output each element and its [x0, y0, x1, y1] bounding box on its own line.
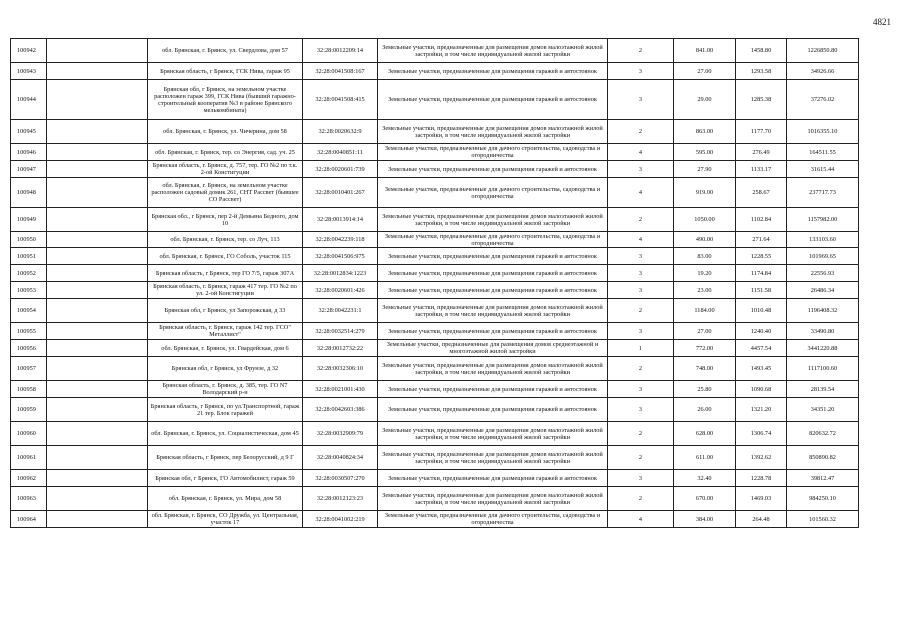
land-use-cell: Земельные участки, предназначенные для размещения гаражей и автостоянок [378, 265, 608, 282]
table-row [11, 323, 859, 340]
cadastral-number-cell: 32:28:0010401:267 [303, 178, 378, 208]
address-cell: обл. Брянская, г. Брянск, СО Дружба, ул. Центральная, участок 17 [148, 511, 303, 528]
cadastral-value-table [10, 38, 859, 528]
address-cell: Брянская область, г Брянск, по ул.Транспортной, гараж 21 тер. Блок гаражей [148, 398, 303, 422]
record-id: 100942 [11, 39, 47, 63]
land-use-cell: Земельные участки, предназначенные для дачного строительства, садоводства и огородничества [378, 511, 608, 528]
cadastral-cost-cell: 34351.20 [787, 398, 859, 422]
table-row [11, 357, 859, 381]
cadastral-number-cell: 32:28:0021001:430 [303, 381, 378, 398]
table-row [11, 178, 859, 208]
address-cell: Брянская обл, г Брянск, на земельном участке расположен гараж 399, ГСК Нива (бывший гаражно-строительный кооператив №3 в районе Брянского мелькомбината) [148, 80, 303, 120]
table-row [11, 381, 859, 398]
use-group-cell: 3 [608, 282, 674, 299]
address-cell: Брянская область, г Брянск, пер Белорусский, д 9 Г [148, 446, 303, 470]
page-number: 4821 [873, 17, 891, 27]
land-use-cell: Земельные участки, предназначенные для размещения гаражей и автостоянок [378, 323, 608, 340]
use-group-cell: 2 [608, 208, 674, 232]
area-cell: 83.00 [674, 248, 736, 265]
land-use-cell: Земельные участки, предназначенные для размещения домов малоэтажной жилой застройки, в том числе индивидуальной жилой застройки [378, 422, 608, 446]
cadastral-number-cell: 32:28:0012834:1223 [303, 265, 378, 282]
use-group-cell: 3 [608, 470, 674, 487]
spacer [47, 299, 148, 323]
address-cell: обл. Брянская, г. Брянск, на земельном участке расположен садовый домик 261, СНТ Рассвет (бывшее СО Рассвет) [148, 178, 303, 208]
cadastral-number-cell: 32:28:0042603:386 [303, 398, 378, 422]
record-id: 100948 [11, 178, 47, 208]
land-use-cell: Земельные участки, предназначенные для размещения домов малоэтажной жилой застройки, в том числе индивидуальной жилой застройки [378, 357, 608, 381]
address-cell: Брянская область, г. Брянск, д. 757, тер. ГО №2 по т.к. 2-ой Констигуции [148, 161, 303, 178]
spacer [47, 232, 148, 248]
area-cell: 32.40 [674, 470, 736, 487]
unit-value-cell: 1228.78 [736, 470, 787, 487]
land-use-cell: Земельные участки, предназначенные для размещения домов малоэтажной жилой застройки, в том числе индивидуальной жилой застройки [378, 208, 608, 232]
use-group-cell: 3 [608, 161, 674, 178]
unit-value-cell: 1392.62 [736, 446, 787, 470]
unit-value-cell: 1090.68 [736, 381, 787, 398]
record-id: 100962 [11, 470, 47, 487]
spacer [47, 248, 148, 265]
cadastral-number-cell: 32:28:0042239:118 [303, 232, 378, 248]
address-cell: Брянская обл, г Брянск, ГО Автомобилист, гараж 59 [148, 470, 303, 487]
unit-value-cell: 1240.40 [736, 323, 787, 340]
spacer [47, 178, 148, 208]
use-group-cell: 1 [608, 340, 674, 357]
area-cell: 23.00 [674, 282, 736, 299]
area-cell: 27.00 [674, 63, 736, 80]
use-group-cell: 2 [608, 357, 674, 381]
table-row [11, 63, 859, 80]
table-row [11, 299, 859, 323]
use-group-cell: 2 [608, 487, 674, 511]
record-id: 100954 [11, 299, 47, 323]
land-use-cell: Земельные участки, предназначенные для размещения гаражей и автостоянок [378, 381, 608, 398]
use-group-cell: 3 [608, 398, 674, 422]
land-use-cell: Земельные участки, предназначенные для размещения гаражей и автостоянок [378, 161, 608, 178]
record-id: 100946 [11, 144, 47, 161]
address-cell: обл. Брянская, г. Брянск, ГО Соболь, участок 115 [148, 248, 303, 265]
record-id: 100958 [11, 381, 47, 398]
address-cell: Брянская область, г. Брянск, д. 385, тер. ГО N7 Володарский р-н [148, 381, 303, 398]
unit-value-cell: 1102.84 [736, 208, 787, 232]
area-cell: 25.80 [674, 381, 736, 398]
table-row [11, 446, 859, 470]
spacer [47, 398, 148, 422]
area-cell: 595.00 [674, 144, 736, 161]
cadastral-cost-cell: 133103.60 [787, 232, 859, 248]
unit-value-cell: 4457.54 [736, 340, 787, 357]
record-id: 100943 [11, 63, 47, 80]
cadastral-cost-cell: 33490.80 [787, 323, 859, 340]
unit-value-cell: 1177.70 [736, 120, 787, 144]
use-group-cell: 3 [608, 381, 674, 398]
spacer [47, 357, 148, 381]
land-use-cell: Земельные участки, предназначенные для размещения гаражей и автостоянок [378, 398, 608, 422]
unit-value-cell: 1493.45 [736, 357, 787, 381]
use-group-cell: 2 [608, 299, 674, 323]
cadastral-cost-cell: 26486.34 [787, 282, 859, 299]
table-row [11, 282, 859, 299]
address-cell: обл. Брянская, г. Брянск, тер. со Энергия, сад. уч. 25 [148, 144, 303, 161]
table-row [11, 39, 859, 63]
spacer [47, 63, 148, 80]
cadastral-number-cell: 32:28:0041508:415 [303, 80, 378, 120]
table-row [11, 422, 859, 446]
unit-value-cell: 1133.17 [736, 161, 787, 178]
cadastral-cost-cell: 28139.54 [787, 381, 859, 398]
unit-value-cell: 271.64 [736, 232, 787, 248]
spacer [47, 381, 148, 398]
spacer [47, 323, 148, 340]
record-id: 100951 [11, 248, 47, 265]
land-use-cell: Земельные участки, предназначенные для размещения домов среднеэтажной и многоэтажной жилой застройки [378, 340, 608, 357]
record-id: 100963 [11, 487, 47, 511]
record-id: 100959 [11, 398, 47, 422]
area-cell: 27.00 [674, 323, 736, 340]
spacer [47, 487, 148, 511]
address-cell: Брянская область, г. Брянск, гараж 417 тер. ГО №2 по ул. 2-ой Констигуции [148, 282, 303, 299]
unit-value-cell: 1151.58 [736, 282, 787, 299]
cadastral-cost-cell: 164511.55 [787, 144, 859, 161]
land-use-cell: Земельные участки, предназначенные для дачного строительства, садоводства и огородничества [378, 232, 608, 248]
address-cell: обл. Брянская, г. Брянск, ул. Свердлова, дом 57 [148, 39, 303, 63]
area-cell: 26.00 [674, 398, 736, 422]
address-cell: обл. Брянская, г. Брянск, ул. Социалистическая, дом 45 [148, 422, 303, 446]
land-use-cell: Земельные участки, предназначенные для дачного строительства, садоводства и огородничества [378, 178, 608, 208]
table-row [11, 144, 859, 161]
use-group-cell: 4 [608, 232, 674, 248]
cadastral-number-cell: 32:28:0020601:739 [303, 161, 378, 178]
unit-value-cell: 258.67 [736, 178, 787, 208]
table-row [11, 398, 859, 422]
cadastral-number-cell: 32:28:0040851:11 [303, 144, 378, 161]
use-group-cell: 3 [608, 63, 674, 80]
cadastral-number-cell: 32:28:0032909:79 [303, 422, 378, 446]
spacer [47, 161, 148, 178]
unit-value-cell: 1469.03 [736, 487, 787, 511]
address-cell: обл. Брянская, г. Брянск, ул. Гвардейская, дом 6 [148, 340, 303, 357]
area-cell: 1050.00 [674, 208, 736, 232]
record-id: 100947 [11, 161, 47, 178]
cadastral-number-cell: 32:28:0020601:426 [303, 282, 378, 299]
record-id: 100945 [11, 120, 47, 144]
area-cell: 919.00 [674, 178, 736, 208]
area-cell: 748.00 [674, 357, 736, 381]
area-cell: 29.00 [674, 80, 736, 120]
cadastral-cost-cell: 1226850.80 [787, 39, 859, 63]
spacer [47, 511, 148, 528]
use-group-cell: 4 [608, 144, 674, 161]
address-cell: Брянская обл., г Брянск, пер 2-й Демьяна Бедного, дом 10 [148, 208, 303, 232]
area-cell: 384.00 [674, 511, 736, 528]
cadastral-cost-cell: 1157982.00 [787, 208, 859, 232]
land-use-cell: Земельные участки, предназначенные для размещения гаражей и автостоянок [378, 63, 608, 80]
area-cell: 490.00 [674, 232, 736, 248]
table-row [11, 120, 859, 144]
table-row [11, 208, 859, 232]
area-cell: 772.00 [674, 340, 736, 357]
unit-value-cell: 1293.58 [736, 63, 787, 80]
land-use-cell: Земельные участки, предназначенные для размещения гаражей и автостоянок [378, 248, 608, 265]
land-use-cell: Земельные участки, предназначенные для размещения домов малоэтажной жилой застройки, в том числе индивидуальной жилой застройки [378, 299, 608, 323]
record-id: 100957 [11, 357, 47, 381]
cadastral-number-cell: 32:28:0030507:270 [303, 470, 378, 487]
table-row [11, 161, 859, 178]
record-id: 100949 [11, 208, 47, 232]
cadastral-cost-cell: 1016355.10 [787, 120, 859, 144]
record-id: 100950 [11, 232, 47, 248]
record-id: 100956 [11, 340, 47, 357]
area-cell: 841.00 [674, 39, 736, 63]
cadastral-cost-cell: 101969.65 [787, 248, 859, 265]
cadastral-number-cell: 32:28:0032306:10 [303, 357, 378, 381]
use-group-cell: 4 [608, 178, 674, 208]
land-use-cell: Земельные участки, предназначенные для размещения домов малоэтажной жилой застройки, в том числе индивидуальной жилой застройки [378, 446, 608, 470]
unit-value-cell: 1174.84 [736, 265, 787, 282]
record-id: 100953 [11, 282, 47, 299]
area-cell: 670.00 [674, 487, 736, 511]
use-group-cell: 3 [608, 80, 674, 120]
land-use-cell: Земельные участки, предназначенные для размещения гаражей и автостоянок [378, 282, 608, 299]
unit-value-cell: 1458.80 [736, 39, 787, 63]
table-row [11, 511, 859, 528]
record-id: 100964 [11, 511, 47, 528]
cadastral-number-cell: 32:28:0032514:279 [303, 323, 378, 340]
use-group-cell: 2 [608, 422, 674, 446]
spacer [47, 282, 148, 299]
cadastral-cost-cell: 984250.10 [787, 487, 859, 511]
area-cell: 1184.00 [674, 299, 736, 323]
table-row [11, 80, 859, 120]
cadastral-cost-cell: 850890.82 [787, 446, 859, 470]
unit-value-cell: 1010.48 [736, 299, 787, 323]
cadastral-number-cell: 32:28:0012209:14 [303, 39, 378, 63]
spacer [47, 470, 148, 487]
land-use-cell: Земельные участки, предназначенные для размещения гаражей и автостоянок [378, 80, 608, 120]
area-cell: 863.00 [674, 120, 736, 144]
spacer [47, 208, 148, 232]
use-group-cell: 3 [608, 265, 674, 282]
cadastral-cost-cell: 1196408.32 [787, 299, 859, 323]
cadastral-number-cell: 32:28:0040824:34 [303, 446, 378, 470]
land-use-cell: Земельные участки, предназначенные для дачного строительства, садоводства и огородничества [378, 144, 608, 161]
use-group-cell: 2 [608, 39, 674, 63]
unit-value-cell: 1306.74 [736, 422, 787, 446]
table-row [11, 340, 859, 357]
cadastral-cost-cell: 1117100.60 [787, 357, 859, 381]
cadastral-cost-cell: 820632.72 [787, 422, 859, 446]
spacer [47, 265, 148, 282]
cadastral-cost-cell: 34926.66 [787, 63, 859, 80]
address-cell: обл. Брянская, г. Брянск, тер. со Луч, 113 [148, 232, 303, 248]
cadastral-cost-cell: 31615.44 [787, 161, 859, 178]
spacer [47, 39, 148, 63]
address-cell: Брянская обл, г Брянск, ул Запорожская, д 33 [148, 299, 303, 323]
cadastral-number-cell: 32:28:0012123:23 [303, 487, 378, 511]
table-row [11, 265, 859, 282]
table-row [11, 470, 859, 487]
address-cell: Брянская область, г. Брянск, гараж 142 тер. ГСО" Металлист" [148, 323, 303, 340]
spacer [47, 144, 148, 161]
land-use-cell: Земельные участки, предназначенные для размещения домов малоэтажной жилой застройки, в том числе индивидуальной жилой застройки [378, 120, 608, 144]
spacer [47, 340, 148, 357]
cadastral-number-cell: 32:28:0012732:22 [303, 340, 378, 357]
land-use-cell: Земельные участки, предназначенные для размещения домов малоэтажной жилой застройки, в том числе индивидуальной жилой застройки [378, 487, 608, 511]
unit-value-cell: 1228.55 [736, 248, 787, 265]
use-group-cell: 3 [608, 248, 674, 265]
use-group-cell: 2 [608, 446, 674, 470]
unit-value-cell: 1321.20 [736, 398, 787, 422]
unit-value-cell: 1285.38 [736, 80, 787, 120]
area-cell: 19.20 [674, 265, 736, 282]
use-group-cell: 3 [608, 323, 674, 340]
unit-value-cell: 276.49 [736, 144, 787, 161]
land-use-cell: Земельные участки, предназначенные для размещения домов малоэтажной жилой застройки, в том числе индивидуальной жилой застройки [378, 39, 608, 63]
record-id: 100955 [11, 323, 47, 340]
cadastral-number-cell: 32:28:0020632:9 [303, 120, 378, 144]
cadastral-number-cell: 32:28:0041508:167 [303, 63, 378, 80]
cadastral-cost-cell: 237717.73 [787, 178, 859, 208]
record-id: 100961 [11, 446, 47, 470]
address-cell: обл. Брянская, г. Брянск, ул. Мира, дом 58 [148, 487, 303, 511]
area-cell: 628.00 [674, 422, 736, 446]
table-row [11, 487, 859, 511]
cadastral-cost-cell: 22556.93 [787, 265, 859, 282]
area-cell: 27.90 [674, 161, 736, 178]
record-id: 100952 [11, 265, 47, 282]
cadastral-number-cell: 32:28:0041506:975 [303, 248, 378, 265]
spacer [47, 446, 148, 470]
address-cell: Брянская обл, г Брянск, ул Фрунзе, д 32 [148, 357, 303, 381]
cadastral-number-cell: 32:28:0042231:1 [303, 299, 378, 323]
address-cell: обл. Брянская, г. Брянск, ул. Чичерина, дом 58 [148, 120, 303, 144]
table-row [11, 232, 859, 248]
cadastral-number-cell: 32:28:0013914:14 [303, 208, 378, 232]
spacer [47, 80, 148, 120]
cadastral-cost-cell: 3441220.88 [787, 340, 859, 357]
address-cell: Брянская область, г Брянск, тер ГО 7/5, гараж 307А [148, 265, 303, 282]
cadastral-cost-cell: 37276.02 [787, 80, 859, 120]
record-id: 100960 [11, 422, 47, 446]
land-use-cell: Земельные участки, предназначенные для размещения гаражей и автостоянок [378, 470, 608, 487]
spacer [47, 422, 148, 446]
use-group-cell: 4 [608, 511, 674, 528]
unit-value-cell: 264.48 [736, 511, 787, 528]
record-id: 100944 [11, 80, 47, 120]
area-cell: 611.00 [674, 446, 736, 470]
cadastral-cost-cell: 101560.32 [787, 511, 859, 528]
address-cell: Брянская область, г Брянск, ГСК Нива, гараж 95 [148, 63, 303, 80]
table-row [11, 248, 859, 265]
cadastral-cost-cell: 39812.47 [787, 470, 859, 487]
cadastral-number-cell: 32:28:0041002:219 [303, 511, 378, 528]
use-group-cell: 2 [608, 120, 674, 144]
spacer [47, 120, 148, 144]
